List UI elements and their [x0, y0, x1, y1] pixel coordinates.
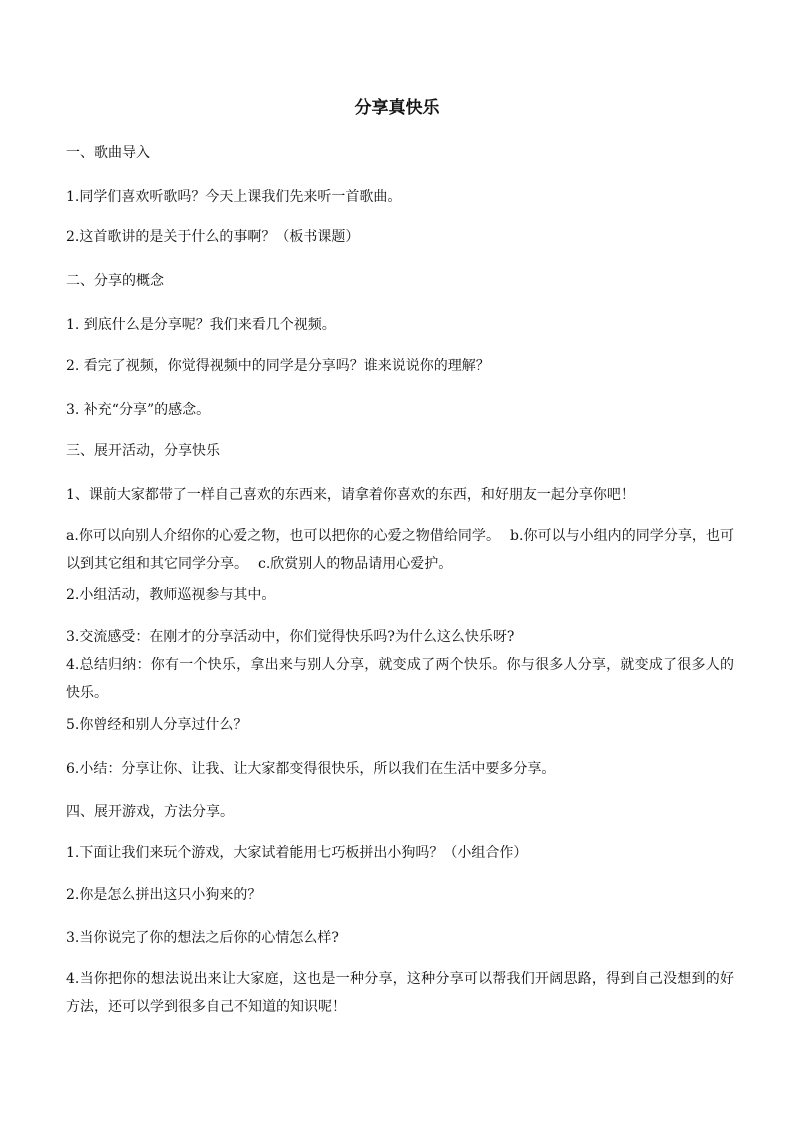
list-item: 2. 看完了视频，你觉得视频中的同学是分享吗？谁来说说你的理解？	[66, 358, 490, 374]
list-item: 3.交流感受：在刚才的分享活动中，你们觉得快乐吗?为什么这么快乐呀?	[66, 629, 515, 645]
list-item: 1、课前大家都带了一样自己喜欢的东西来，请拿着你喜欢的东西，和好朋友一起分享你吧！	[66, 487, 635, 503]
list-item: 1.同学们喜欢听歌吗？今天上课我们先来听一首歌曲。	[66, 189, 402, 205]
list-item: 5.你曾经和别人分享过什么？	[66, 717, 248, 733]
section-heading-song-intro: 一、歌曲导入	[66, 145, 150, 161]
list-item: 4.总结归纳：你有一个快乐，拿出来与别人分享，就变成了两个快乐。你与很多人分享，就变成了很多人的快乐。	[66, 657, 734, 701]
list-item: 3.当你说完了你的想法之后你的心情怎么样?	[66, 930, 339, 946]
list-item: 1. 到底什么是分享呢？我们来看几个视频。	[66, 317, 336, 333]
list-item: 2.你是怎么拼出这只小狗来的？	[66, 887, 262, 903]
list-item: 1.下面让我们来玩个游戏，大家试着能用七巧板拼出小狗吗？（小组合作）	[66, 845, 528, 861]
sub-item-paragraph	[66, 522, 734, 578]
list-item: 6.小结：分享让你、让我、让大家都变得很快乐，所以我们在生活中要多分享。	[66, 761, 556, 777]
list-item: 3. 补充“分享”的感念。	[66, 402, 211, 418]
sub-item-c: c.欣赏别人的物品请用心爱护。	[258, 556, 453, 572]
section-heading-game: 四、展开游戏，方法分享。	[66, 804, 234, 820]
list-item: 4.当你把你的想法说出来让大家庭，这也是一种分享，这种分享可以帮我们开阔思路，得到自己没想到的好方法，还可以学到很多自己不知道的知识呢！	[66, 971, 734, 1015]
page-title: 分享真快乐	[354, 98, 440, 118]
section-heading-sharing-concept: 二、分享的概念	[66, 273, 164, 289]
sub-item-a: a.你可以向别人介绍你的心爱之物，也可以把你的心爱之物借给同学。	[66, 528, 500, 544]
sub-item-b: b.你可以与小组内的同学分享，也可以到其它组和其它同学分享。	[66, 528, 734, 572]
section-heading-activity: 三、展开活动，分享快乐	[66, 443, 220, 459]
list-item: 2.这首歌讲的是关于什么的事啊？（板书课题）	[66, 229, 360, 245]
list-item: 2.小组活动，教师巡视参与其中。	[66, 587, 276, 603]
